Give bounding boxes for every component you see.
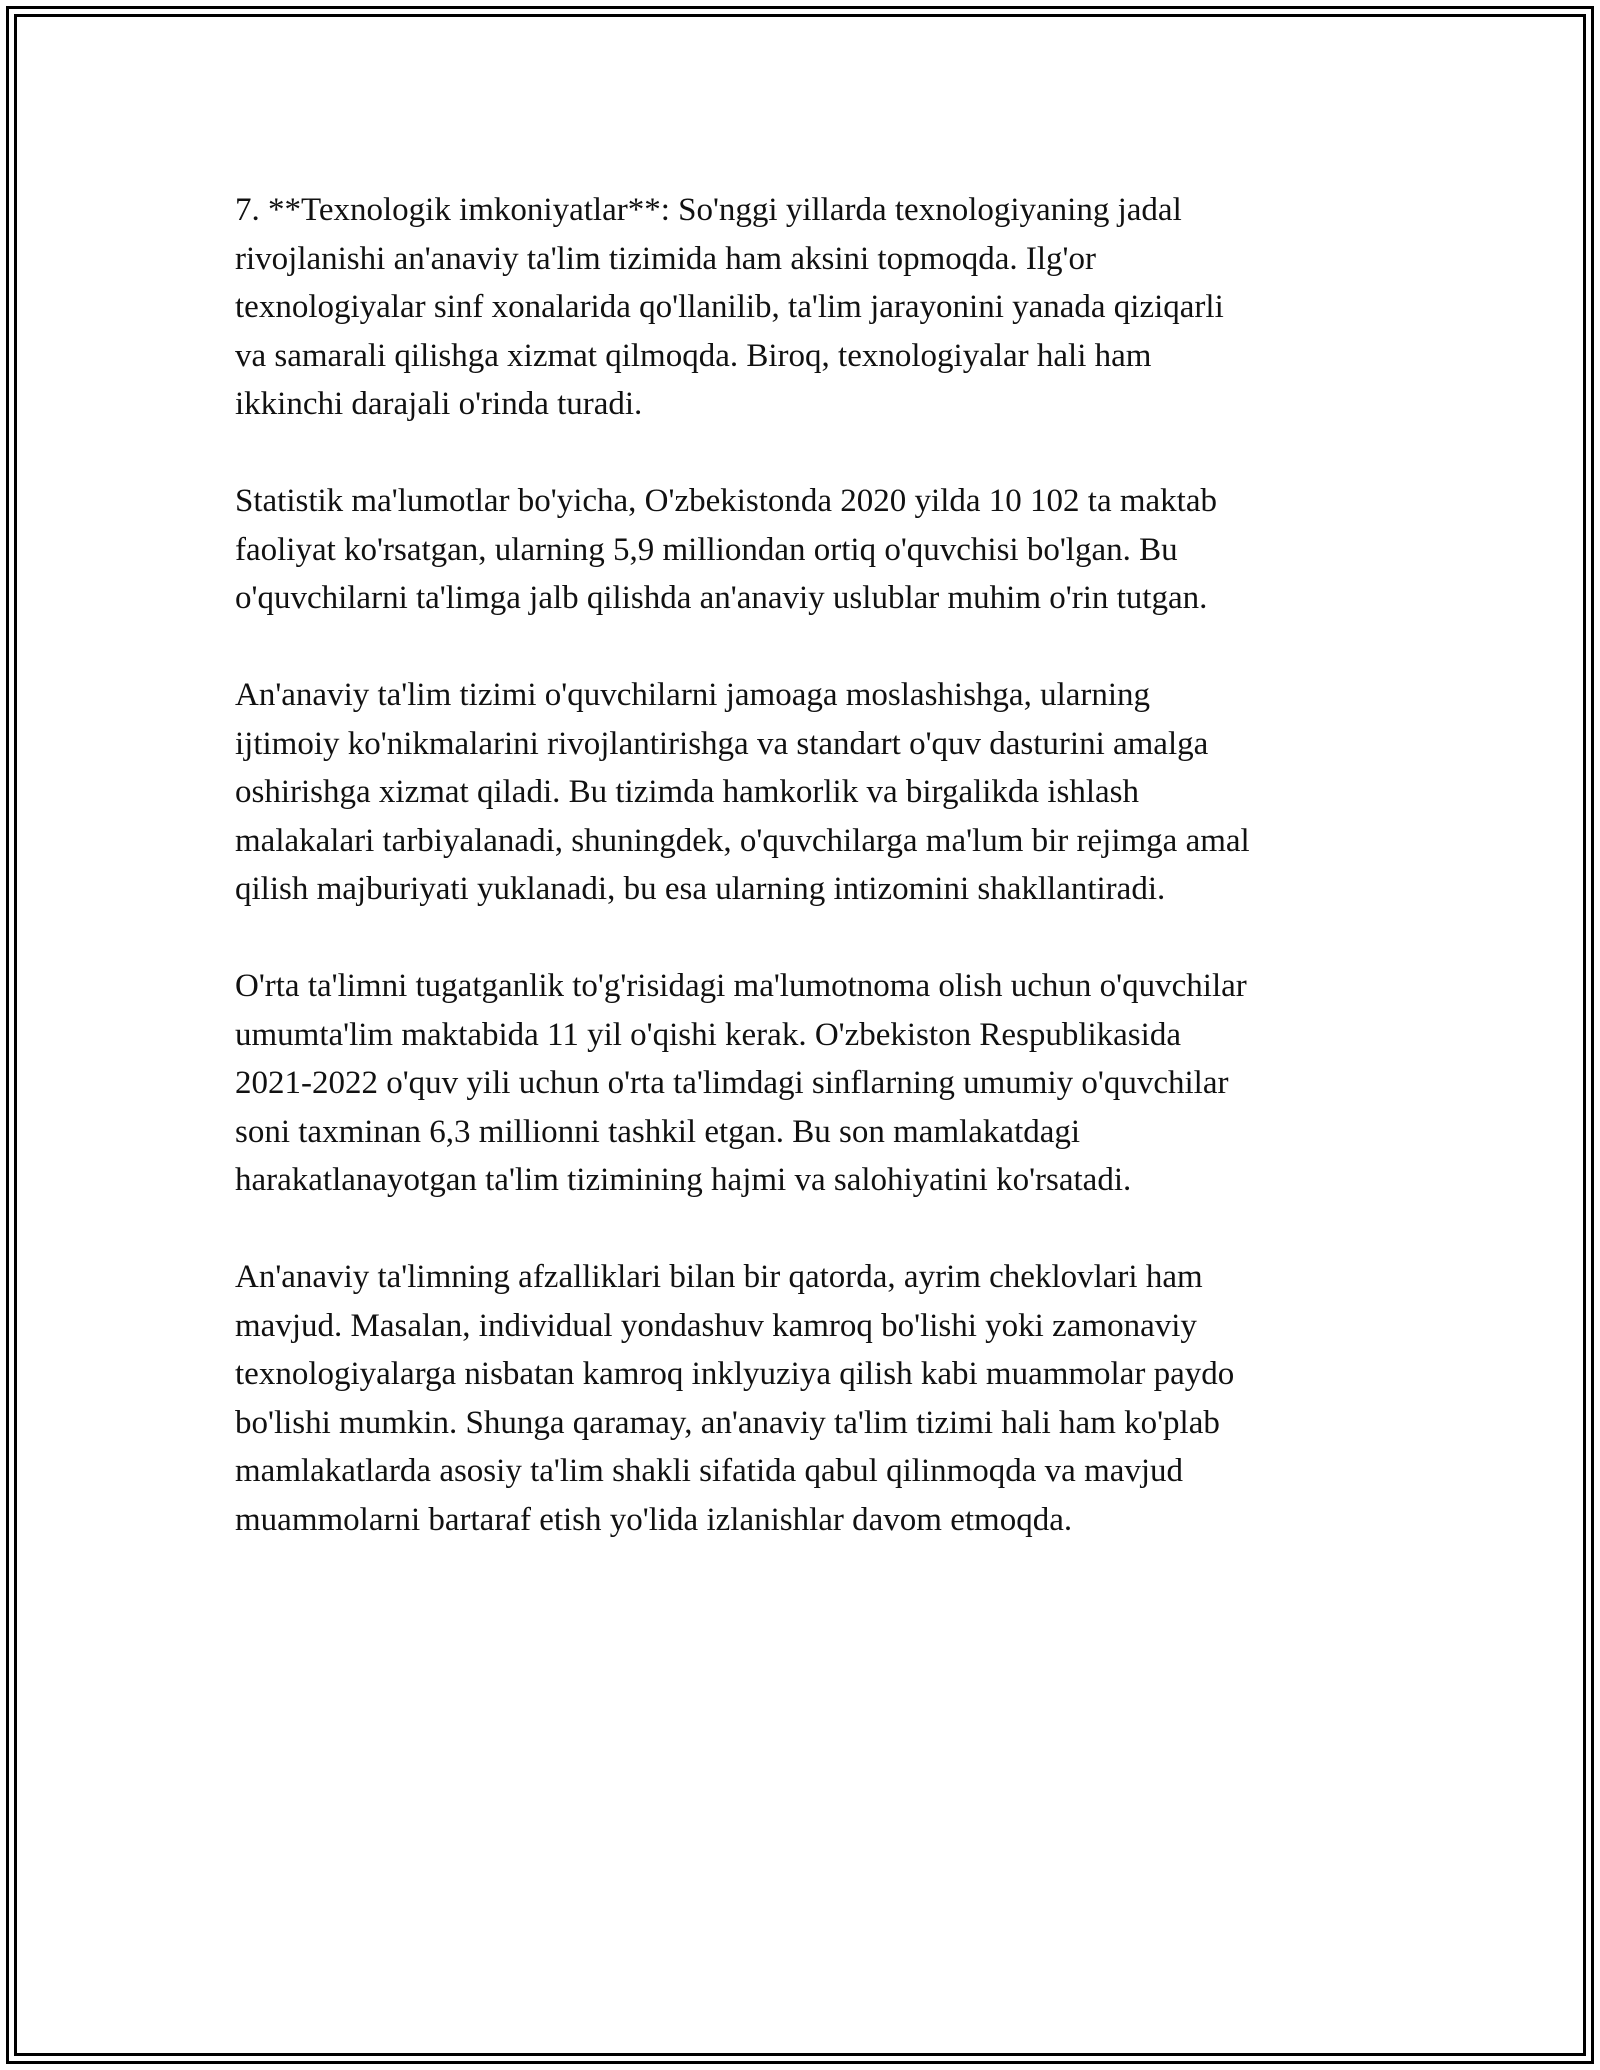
text-line: ikkinchi darajali o'rinda turadi. [235,386,643,422]
text-line: An'anaviy ta'lim tizimi o'quvchilarni jamoaga moslashishga, ularning [235,677,1151,713]
text-line: muammolarni bartaraf etish yo'lida izlanishlar davom etmoqda. [235,1501,1073,1538]
text-line: mamlakatlarda asosiy ta'lim shakli sifatida qabul qilinmoqda va mavjud [235,1453,1184,1489]
paragraph-traditional-system [235,671,1370,914]
text-line: 2021-2022 o'quv yili uchun o'rta ta'limdagi sinflarning umumiy o'quvchilar [235,1065,1229,1101]
text-line: oshirishga xizmat qiladi. Bu tizimda hamkorlik va birgalikda ishlash [235,774,1139,810]
paragraph-statistics [235,477,1370,623]
document-body [235,186,1370,1593]
text-line: rivojlanishi an'anaviy ta'lim tizimida ham aksini topmoqda. Ilg'or [235,240,1096,277]
text-line: mavjud. Masalan, individual yondashuv kamroq bo'lishi yoki zamonaviy [235,1307,1197,1344]
text-line: umumta'lim maktabida 11 yil o'qishi kerak. O'zbekiston Respublikasida [235,1016,1181,1053]
text-line: ijtimoiy ko'nikmalarini rivojlantirishga va standart o'quv dasturini amalga [235,725,1209,762]
text-line: o'quvchilarni ta'limga jalb qilishda an'anaviy uslublar muhim o'rin tutgan. [235,580,1208,616]
text-line: malakalari tarbiyalanadi, shuningdek, o'quvchilarga ma'lum bir rejimga amal [235,822,1250,859]
text-line: Statistik ma'lumotlar bo'yicha, O'zbekistonda 2020 yilda 10 102 ta maktab [235,483,1217,519]
text-line: faoliyat ko'rsatgan, ularning 5,9 milliondan ortiq o'quvchisi bo'lgan. Bu [235,531,1178,568]
text-line: 7. **Texnologik imkoniyatlar**: So'nggi yillarda texnologiyaning jadal [235,192,1182,228]
text-line: texnologiyalarga nisbatan kamroq inklyuziya qilish kabi muammolar paydo [235,1356,1235,1392]
paragraph-secondary-education [235,962,1370,1205]
text-line: va samarali qilishga xizmat qilmoqda. Biroq, texnologiyalar hali ham [235,337,1152,374]
text-line: bo'lishi mumkin. Shunga qaramay, an'anaviy ta'lim tizimi hali ham ko'plab [235,1404,1220,1441]
paragraph-advantages-limitations [235,1253,1370,1544]
text-line: O'rta ta'limni tugatganlik to'g'risidagi ma'lumotnoma olish uchun o'quvchilar [235,968,1247,1004]
text-line: soni taxminan 6,3 millionni tashkil etgan. Bu son mamlakatdagi [235,1113,1081,1150]
text-line: harakatlanayotgan ta'lim tizimining hajmi va salohiyatini ko'rsatadi. [235,1162,1132,1198]
text-line: qilish majburiyati yuklanadi, bu esa ularning intizomini shakllantiradi. [235,871,1166,907]
text-line: An'anaviy ta'limning afzalliklari bilan bir qatorda, ayrim cheklovlari ham [235,1259,1203,1295]
text-line: texnologiyalar sinf xonalarida qo'llanilib, ta'lim jarayonini yanada qiziqarli [235,289,1224,325]
paragraph-technology [235,186,1370,429]
